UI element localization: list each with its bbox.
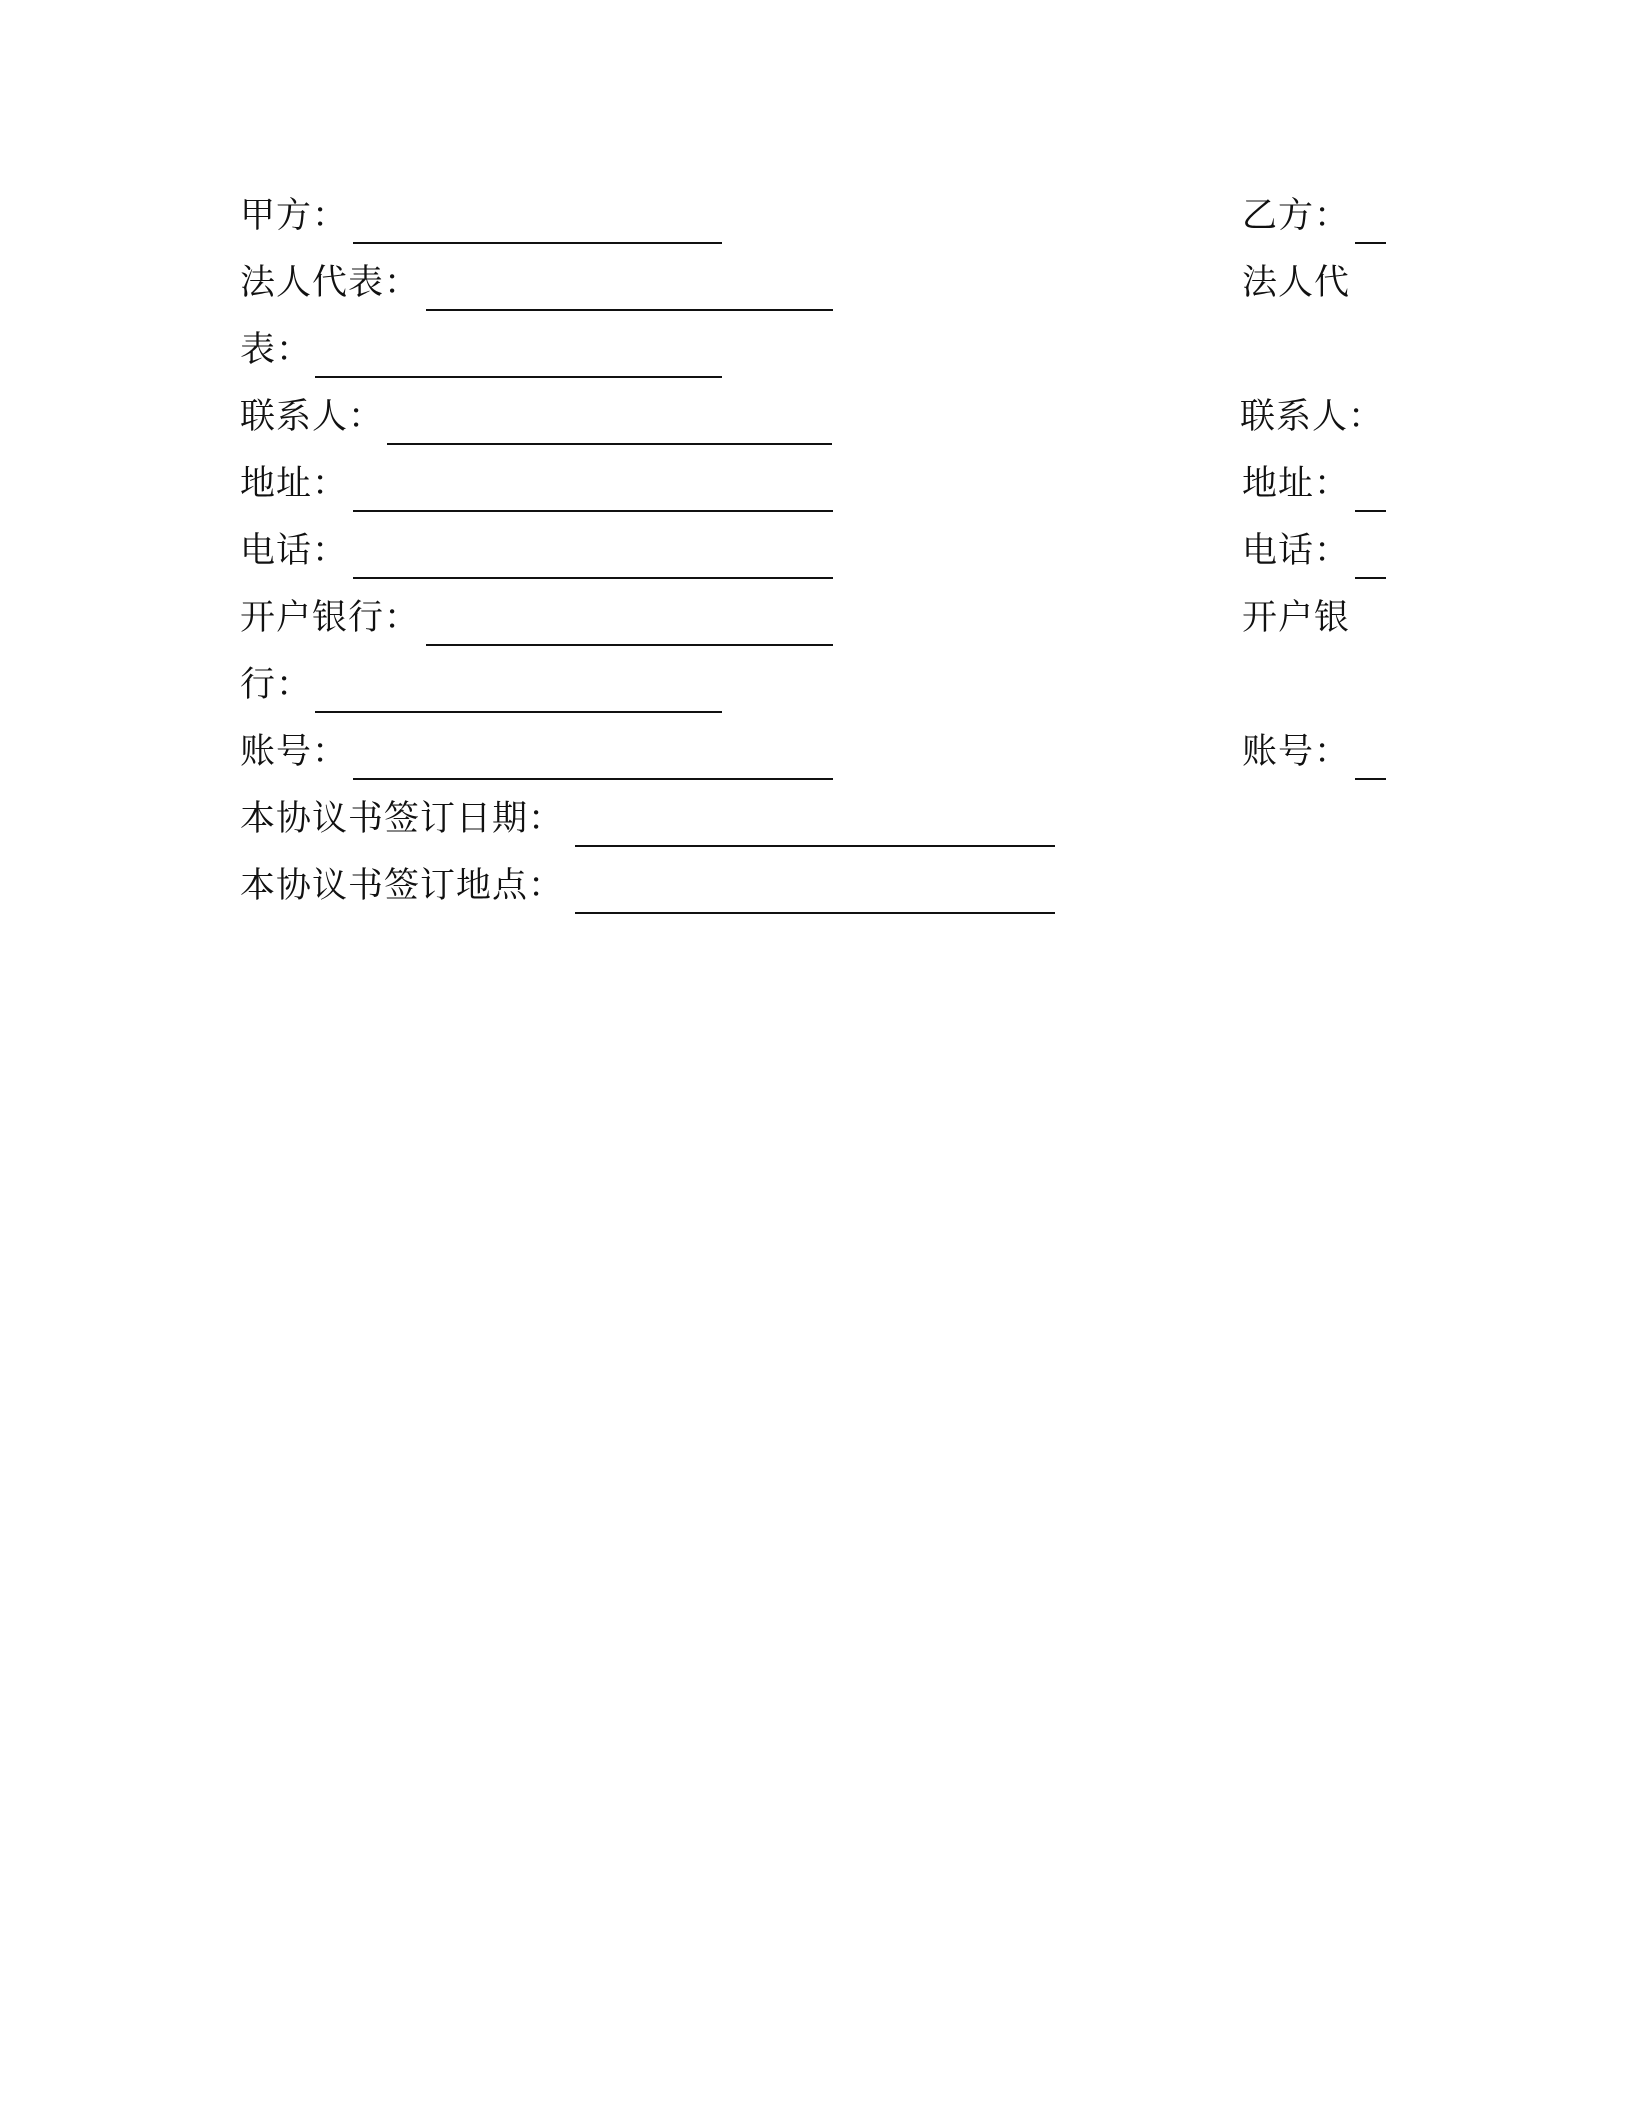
party-b-account-field[interactable] — [1355, 778, 1386, 780]
party-b-title-label: 乙方： — [1242, 196, 1351, 236]
party-b-contact-label: 联系人： — [1240, 397, 1385, 437]
party-b-phone-field[interactable] — [1355, 577, 1386, 579]
party-a-name-field[interactable] — [353, 242, 722, 244]
party-b-legal-rep-label: 法人代 — [1242, 263, 1351, 303]
party-a-phone-label: 电话： — [240, 531, 349, 571]
party-a-legal-rep-label: 法人代表： — [240, 263, 421, 303]
signing-date-field[interactable] — [575, 845, 1055, 847]
party-b-phone-label: 电话： — [1242, 531, 1351, 571]
party-a-account-field[interactable] — [353, 778, 833, 780]
signing-place-label: 本协议书签订地点： — [240, 866, 565, 906]
party-a-account-label: 账号： — [240, 732, 349, 772]
party-a-phone-field[interactable] — [353, 577, 833, 579]
party-a-address-field[interactable] — [353, 510, 833, 512]
party-a-address-label: 地址： — [240, 464, 349, 504]
party-a-bank-field[interactable] — [426, 644, 833, 646]
party-a-bank-field-2[interactable] — [315, 711, 722, 713]
party-a-contact-label: 联系人： — [240, 397, 385, 437]
party-b-bank-label: 开户银 — [1242, 598, 1351, 638]
party-a-legal-rep-label-cont: 表： — [240, 330, 313, 370]
party-a-bank-label: 开户银行： — [240, 598, 421, 638]
signing-place-field[interactable] — [575, 912, 1055, 914]
party-a-title-label: 甲方： — [240, 196, 349, 236]
party-b-name-field[interactable] — [1355, 242, 1386, 244]
party-a-legal-rep-field[interactable] — [426, 309, 833, 311]
signing-date-label: 本协议书签订日期： — [240, 799, 565, 839]
party-a-bank-label-cont: 行： — [240, 665, 313, 705]
party-b-address-field[interactable] — [1355, 510, 1386, 512]
party-a-contact-field[interactable] — [387, 443, 832, 445]
party-b-address-label: 地址： — [1242, 464, 1351, 504]
party-a-legal-rep-field-2[interactable] — [315, 376, 722, 378]
party-b-account-label: 账号： — [1242, 732, 1351, 772]
